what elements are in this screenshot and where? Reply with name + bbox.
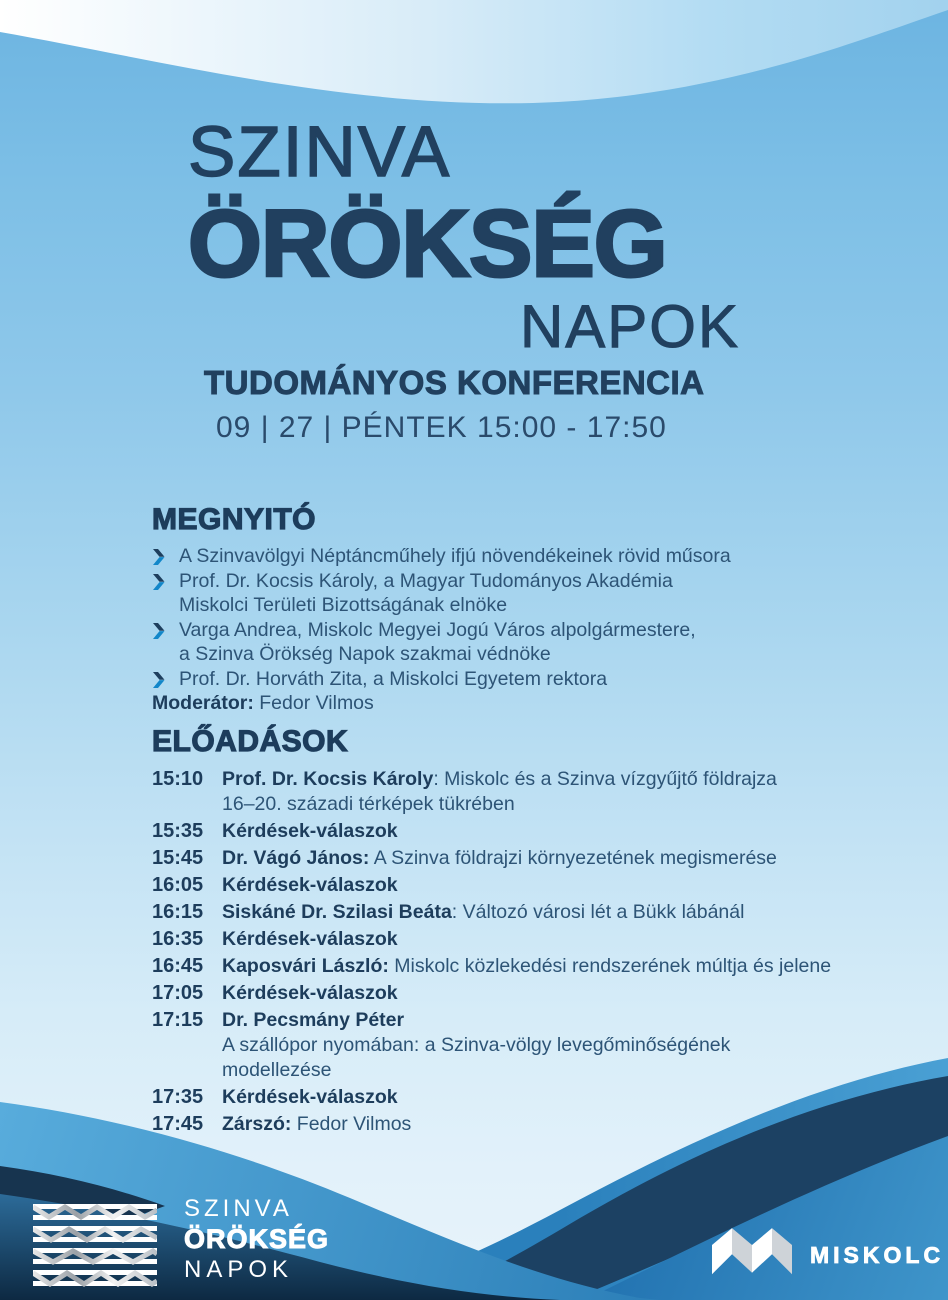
opening-item-text — [179, 618, 842, 667]
talk-time: 15:35 — [152, 819, 204, 842]
chevron-bullet-icon — [152, 549, 166, 565]
talk-row — [152, 981, 842, 1006]
talk-text-line: Siskáné Dr. Szilasi Beáta: Változó városi lét a Bükk lábánál — [222, 900, 745, 923]
title-line-orokseg: ÖRÖKSÉG — [188, 191, 667, 297]
talk-time: 16:45 — [152, 954, 204, 977]
opening-item-text — [179, 569, 842, 618]
date-line: 09 | 27 | PÉNTEK 15:00 - 17:50 — [216, 411, 667, 444]
talk-time: 16:15 — [152, 900, 204, 923]
talk-row — [152, 954, 842, 979]
talk-text-line: Kérdések-válaszok — [222, 927, 398, 950]
moderator-line — [152, 691, 842, 716]
szinva-waves-logo — [33, 1202, 157, 1294]
opening-item — [152, 667, 842, 692]
talk-text-line: Dr. Vágó János: A Szinva földrajzi környezetének megismerése — [222, 846, 777, 869]
talk-text-line: A szállópor nyomában: a Szinva-völgy levegőminőségének modellezése — [222, 1033, 731, 1081]
title-line-napok: NAPOK — [519, 293, 740, 360]
talks-heading: ELŐADÁSOK — [152, 724, 349, 758]
talk-time: 17:35 — [152, 1085, 204, 1108]
miskolc-m-icon — [712, 1226, 792, 1284]
talk-text — [222, 767, 842, 817]
opening-item-text — [179, 667, 842, 692]
talk-text-line: Kérdések-válaszok — [222, 873, 398, 896]
talk-text-line: Kérdések-válaszok — [222, 819, 398, 842]
opening-list — [152, 544, 842, 691]
subtitle-conference: TUDOMÁNYOS KONFERENCIA — [204, 364, 705, 401]
footer-brand-orokseg: ÖRÖKSÉG — [184, 1224, 330, 1254]
talk-time: 17:05 — [152, 981, 204, 1004]
miskolc-label: MISKOLC — [810, 1241, 945, 1268]
talk-text — [222, 981, 842, 1006]
talk-text — [222, 819, 842, 844]
opening-item-line: a Szinva Örökség Napok szakmai védnöke — [179, 643, 551, 665]
talk-time: 17:45 — [152, 1112, 204, 1135]
chevron-bullet-icon-wrap — [152, 618, 179, 667]
chevron-bullet-icon — [152, 623, 166, 639]
opening-item-text — [179, 544, 842, 569]
talk-text-line: Kérdések-válaszok — [222, 1085, 398, 1108]
opening-item-line: A Szinvavölgyi Néptáncműhely ifjú növendékeinek rövid műsora — [179, 545, 731, 567]
chevron-bullet-icon-wrap — [152, 569, 179, 618]
talk-time: 15:10 — [152, 767, 204, 790]
talk-text — [222, 954, 842, 979]
talk-row — [152, 819, 842, 844]
moderator-label: Moderátor: — [152, 692, 254, 714]
talk-text — [222, 846, 842, 871]
chevron-bullet-icon — [152, 574, 166, 590]
talk-time: 17:15 — [152, 1008, 204, 1031]
talk-row — [152, 767, 842, 817]
miskolc-logo — [712, 1226, 944, 1284]
footer-brand-napok: NAPOK — [184, 1256, 294, 1283]
talk-text — [222, 927, 842, 952]
chevron-bullet-icon-wrap — [152, 667, 179, 692]
footer-brand-text — [184, 1194, 329, 1285]
talk-text-line: Kérdések-válaszok — [222, 981, 398, 1004]
opening-item-line: Varga Andrea, Miskolc Megyei Jogú Város alpolgármestere, — [179, 618, 696, 641]
talk-time: 16:35 — [152, 927, 204, 950]
talk-text — [222, 900, 842, 925]
talk-time: 15:45 — [152, 846, 204, 869]
chevron-bullet-icon-wrap — [152, 544, 179, 569]
moderator-name: Fedor Vilmos — [253, 692, 374, 714]
opening-item-line: Prof. Dr. Kocsis Károly, a Magyar Tudományos Akadémia — [179, 569, 673, 592]
opening-item-line: Miskolci Területi Bizottságának elnöke — [179, 594, 508, 616]
talk-time: 16:05 — [152, 873, 204, 896]
footer-brand-szinva: SZINVA — [184, 1195, 293, 1222]
talk-row — [152, 873, 842, 898]
talk-text-line: Zárszó: Fedor Vilmos — [222, 1112, 412, 1135]
opening-item — [152, 618, 842, 667]
chevron-bullet-icon — [152, 672, 166, 688]
opening-item-line: Prof. Dr. Horváth Zita, a Miskolci Egyetem rektora — [179, 667, 608, 690]
title-block — [188, 113, 740, 446]
opening-item — [152, 569, 842, 618]
talk-text-line: 16–20. századi térképek tükrében — [222, 792, 515, 815]
talk-row — [152, 900, 842, 925]
opening-heading: MEGNYITÓ — [152, 503, 317, 536]
talk-text-line: Prof. Dr. Kocsis Károly: Miskolc és a Szinva vízgyűjtő földrajza — [222, 767, 777, 790]
talk-row — [152, 846, 842, 871]
talk-row — [152, 927, 842, 952]
opening-item — [152, 544, 842, 569]
talk-text-line: Kaposvári László: Miskolc közlekedési rendszerének múltja és jelene — [222, 954, 832, 977]
talk-text — [222, 873, 842, 898]
title-line-szinva: SZINVA — [188, 113, 452, 192]
talk-text-line: Dr. Pecsmány Péter — [222, 1008, 405, 1031]
